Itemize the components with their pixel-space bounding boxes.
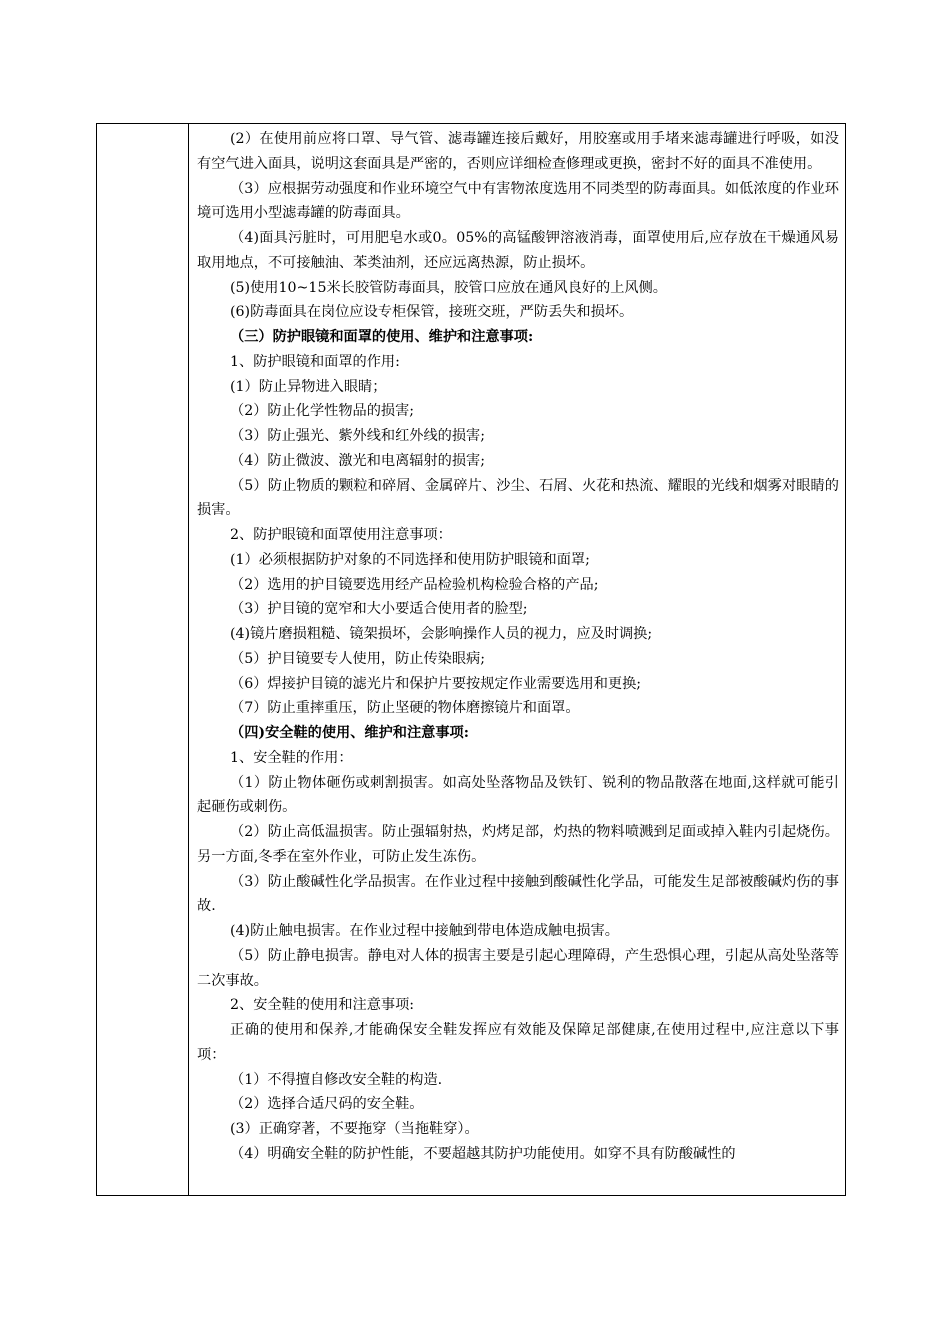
paragraph: （6）焊接护目镜的滤光片和保护片要按规定作业需要选用和更换; <box>230 675 642 692</box>
paragraph: （4）防止微波、激光和电离辐射的损害; <box>230 452 485 469</box>
paragraph: 2、防护眼镜和面罩使用注意事项： <box>230 527 452 543</box>
paragraph: （4)面具污脏时，可用肥皂水或0。05%的高锰酸钾溶液消毒，面罩使用后,应存放在干燥通风易取用地点，不可接触油、苯类油剂，还应远离热源，防止损坏。 <box>197 230 839 271</box>
paragraph: （3）防止酸碱性化学品损害。在作业过程中接触到酸碱性化学品，可能发生足部被酸碱灼伤的事故. <box>197 873 839 915</box>
section-heading: （四)安全鞋的使用、维护和注意事项: <box>230 725 469 741</box>
paragraph: （3）护目镜的宽窄和大小要适合使用者的脸型; <box>230 601 528 618</box>
paragraph: （5）护目镜要专人使用，防止传染眼病; <box>230 650 485 667</box>
paragraph: （2）防止高低温损害。防止强辐射热，灼烤足部，灼热的物料喷溅到足面或掉入鞋内引起烧伤。另一方面,冬季在室外作业，可防止发生冻伤。 <box>197 824 839 865</box>
table-content-cell <box>197 127 839 1167</box>
paragraph: (5)使用10~15米长胶管防毒面具，胶管口应放在通风良好的上风侧。 <box>230 279 667 296</box>
paragraph: (1）防止异物进入眼睛； <box>230 378 387 395</box>
paragraph: (4)镜片磨损粗糙、镜架损坏，会影响操作人员的视力，应及时调换; <box>230 626 653 642</box>
paragraph: （7）防止重摔重压，防止坚硬的物体磨擦镜片和面罩。 <box>230 700 580 717</box>
paragraph: (1）必须根据防护对象的不同选择和使用防护眼镜和面罩; <box>230 551 590 568</box>
paragraph: 正确的使用和保养,才能确保安全鞋发挥应有效能及保障足部健康,在使用过程中,应注意以下事项： <box>197 1022 839 1063</box>
paragraph: 1、防护眼镜和面罩的作用: <box>230 353 400 370</box>
paragraph: （4）明确安全鞋的防护性能，不要超越其防护功能使用。如穿不具有防酸碱性的 <box>230 1145 736 1162</box>
paragraph: (6)防毒面具在岗位应设专柜保管，接班交班，严防丢失和损坏。 <box>230 304 634 321</box>
table-left-cell <box>97 124 189 1195</box>
paragraph: （5）防止物质的颗粒和碎屑、金属碎片、沙尘、石屑、火花和热流、耀眼的光线和烟雾对眼睛的损害。 <box>197 477 839 519</box>
section-heading: （三）防护眼镜和面罩的使用、维护和注意事项: <box>230 329 534 345</box>
paragraph: (3）正确穿著，不要拖穿（当拖鞋穿）。 <box>230 1121 479 1137</box>
document-table <box>96 123 846 1196</box>
paragraph: （3）防止强光、紫外线和红外线的损害; <box>230 428 485 444</box>
paragraph: (4)防止触电损害。在作业过程中接触到带电体造成触电损害。 <box>230 923 619 939</box>
paragraph: （2）防止化学性物品的损害; <box>230 403 415 420</box>
paragraph: (2）在使用前应将口罩、导气管、滤毒罐连接后戴好，用胶塞或用手堵来滤毒罐进行呼吸，如没有空气进入面具，说明这套面具是严密的，否则应详细检查修理或更换，密封不好的面具不准使用。 <box>197 131 839 172</box>
paragraph: （1）防止物体砸伤或刺割损害。如高处坠落物品及铁钉、锐利的物品散落在地面,这样就可能引起砸伤或刺伤。 <box>197 774 839 816</box>
paragraph: 2、安全鞋的使用和注意事项: <box>230 997 415 1014</box>
paragraph: （2）选择合适尺码的安全鞋。 <box>230 1096 424 1113</box>
paragraph: （1）不得擅自修改安全鞋的构造. <box>230 1071 443 1088</box>
paragraph: （3）应根据劳动强度和作业环境空气中有害物浓度选用不同类型的防毒面具。如低浓度的作业环境可选用小型滤毒罐的防毒面具。 <box>197 180 839 222</box>
paragraph: 1、安全鞋的作用： <box>230 749 353 766</box>
paragraph: （2）选用的护目镜要选用经产品检验机构检验合格的产品; <box>230 576 599 593</box>
paragraph: （5）防止静电损害。静电对人体的损害主要是引起心理障碍，产生恐惧心理，引起从高处坠落等二次事故。 <box>197 947 839 989</box>
